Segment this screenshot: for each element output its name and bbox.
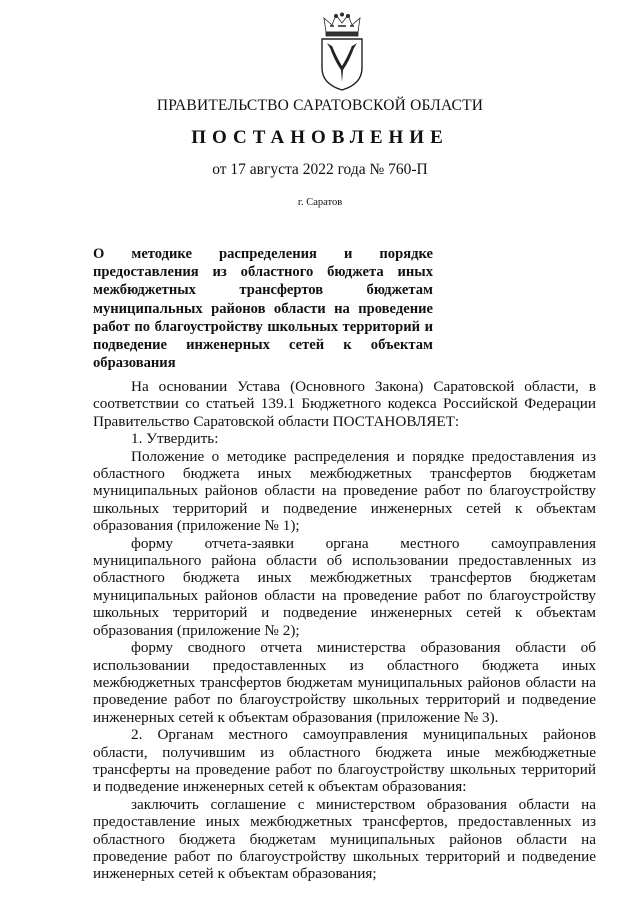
coat-of-arms-icon xyxy=(314,12,370,92)
shield-icon xyxy=(322,39,362,90)
crown-icon xyxy=(324,13,360,36)
government-name: ПРАВИТЕЛЬСТВО САРАТОВСКОЙ ОБЛАСТИ xyxy=(156,97,484,114)
body-paragraph: форму сводного отчета министерства образования области об использовании предоставленных из областного бюджета иных межбюджетных трансфертов бюджетам муниципальных районов области на проведение работ по благоустройству школьных территорий и подведение инженерных сетей к объектам образования (приложение № 3). xyxy=(93,639,596,726)
document-city: г. Саратов xyxy=(297,197,343,208)
document-kind: ПОСТАНОВЛЕНИЕ xyxy=(191,127,449,148)
document-body xyxy=(93,378,596,883)
document-title: О методике распределения и порядке предоставления из областного бюджета иных межбюджетных трансфертов бюджетам муниципальных районов области на проведение работ по благоустройству школьных территорий и подведение инженерных сетей к объектам образования xyxy=(93,246,433,372)
body-paragraph: 1. Утвердить: xyxy=(131,430,219,448)
body-paragraph: Положение о методике распределения и порядке предоставления из областного бюджета иных межбюджетных трансфертов бюджетам муниципальных районов области на проведение работ по благоустройству школьных территорий и подведение инженерных сетей к объектам образования (приложение № 1); xyxy=(93,447,596,535)
document-date-number: от 17 августа 2022 года № 760-П xyxy=(212,161,428,178)
body-paragraph: 2. Органам местного самоуправления муниципальных районов области, получившим из областного бюджета иные межбюджетные трансферты на проведение работ по благоустройству школьных территорий и подведение инженерных сетей к объектам образования: xyxy=(93,726,596,796)
body-paragraph: заключить соглашение с министерством образования области на предоставление иных межбюджетных трансфертов, предоставленных из областного бюджета бюджетам муниципальных районов области на проведение работ по благоустройству школьных территорий и подведение инженерных сетей к объектам образования; xyxy=(93,795,596,883)
body-paragraph: форму отчета-заявки органа местного самоуправления муниципального района области об использовании предоставленных из областного бюджета иных межбюджетных трансфертов бюджетам муниципальных районов области на проведение работ по благоустройству школьных территорий и подведение инженерных сетей к объектам образования (приложение № 2); xyxy=(93,534,596,639)
body-paragraph: На основании Устава (Основного Закона) Саратовской области, в соответствии со статьей 139.1 Бюджетного кодекса Российской Федерации Правительство Саратовской области ПОСТАНОВЛЯЕТ: xyxy=(93,378,596,430)
